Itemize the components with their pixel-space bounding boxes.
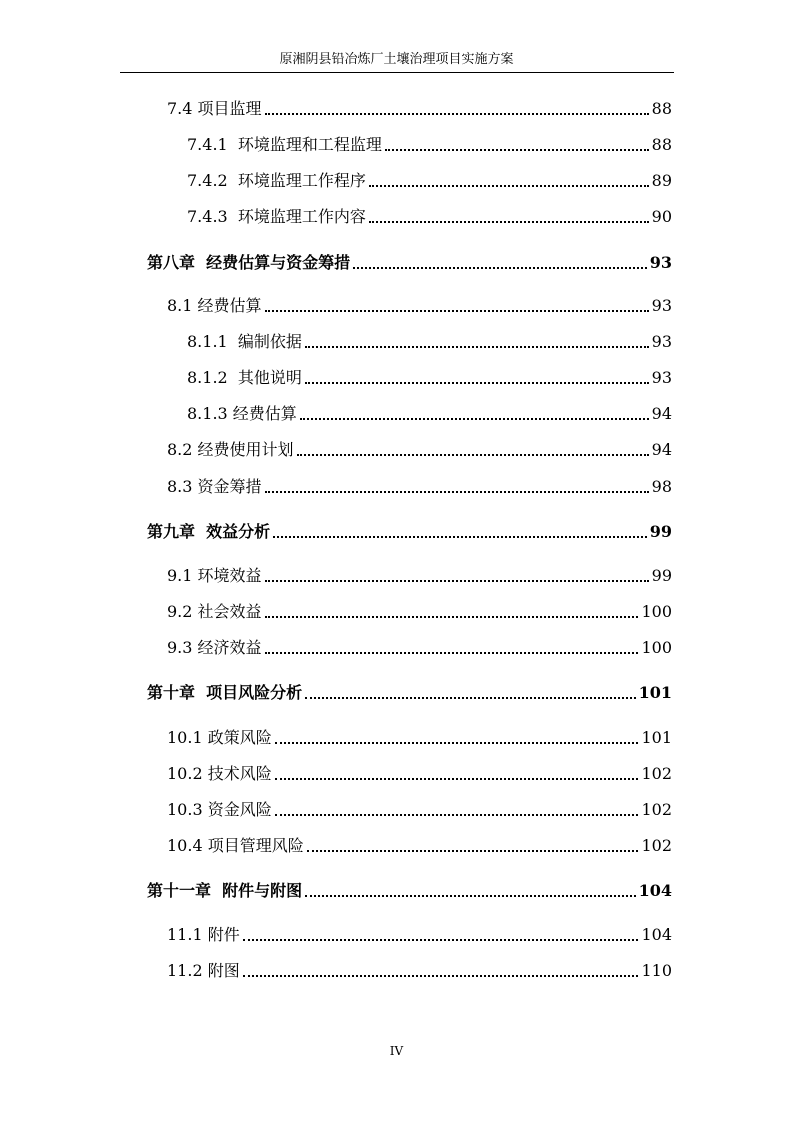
toc-entry-label: 第九章 效益分析 <box>147 522 271 541</box>
toc-entry-page: 93 <box>651 332 672 351</box>
toc-entry-page: 100 <box>641 638 672 657</box>
toc-leader-dots <box>297 454 649 456</box>
toc-leader-dots <box>265 580 649 582</box>
toc-entry-label: 8.1.2 其他说明 <box>187 368 302 387</box>
toc-leader-dots <box>265 616 639 618</box>
toc-entry-label: 第十一章 附件与附图 <box>147 881 303 900</box>
toc-entry-page: 89 <box>651 171 672 190</box>
toc-leader-dots <box>307 850 639 852</box>
header-divider <box>120 72 674 73</box>
toc-entry-label: 8.1.1 编制依据 <box>187 332 302 351</box>
toc-leader-dots <box>305 697 635 699</box>
toc-entry-page: 102 <box>641 764 672 783</box>
toc-entry-label: 9.2 社会效益 <box>167 602 262 621</box>
toc-entry[interactable] <box>167 960 672 982</box>
toc-chapter-entry[interactable] <box>147 682 672 704</box>
toc-entry-label: 11.1 附件 <box>167 925 240 944</box>
toc-entry-label: 7.4.1 环境监理和工程监理 <box>187 135 382 154</box>
toc-leader-dots <box>369 221 649 223</box>
toc-entry[interactable] <box>167 835 672 857</box>
toc-leader-dots <box>275 742 639 744</box>
toc-entry-page: 94 <box>651 440 672 459</box>
toc-entry-page: 101 <box>641 728 672 747</box>
toc-entry[interactable] <box>167 799 672 821</box>
toc-entry[interactable] <box>167 601 672 623</box>
toc-leader-dots <box>243 939 639 941</box>
toc-entry-page: 102 <box>641 800 672 819</box>
toc-entry-page: 98 <box>651 477 672 496</box>
toc-entry-page: 93 <box>651 296 672 315</box>
toc-entry[interactable] <box>167 476 672 498</box>
toc-leader-dots <box>385 149 649 151</box>
toc-entry[interactable] <box>187 367 672 389</box>
toc-entry[interactable] <box>167 924 672 946</box>
toc-entry[interactable] <box>167 98 672 120</box>
toc-entry-label: 9.1 环境效益 <box>167 566 262 585</box>
toc-leader-dots <box>305 346 649 348</box>
toc-entry-label: 10.1 政策风险 <box>167 728 272 747</box>
toc-entry-label: 9.3 经济效益 <box>167 638 262 657</box>
toc-entry[interactable] <box>167 439 672 461</box>
page-number: IV <box>389 1044 404 1058</box>
toc-leader-dots <box>305 382 649 384</box>
toc-leader-dots <box>305 895 635 897</box>
toc-entry-page: 101 <box>638 683 672 702</box>
toc-entry-page: 110 <box>641 961 672 980</box>
toc-leader-dots <box>265 652 639 654</box>
toc-leader-dots <box>300 418 649 420</box>
toc-entry-page: 88 <box>651 99 672 118</box>
toc-leader-dots <box>275 778 639 780</box>
toc-entry-label: 7.4.2 环境监理工作程序 <box>187 171 366 190</box>
toc-entry[interactable] <box>187 170 672 192</box>
toc-entry-label: 7.4.3 环境监理工作内容 <box>187 207 366 226</box>
toc-entry-page: 104 <box>638 881 672 900</box>
toc-entry-label: 10.3 资金风险 <box>167 800 272 819</box>
toc-entry-label: 10.4 项目管理风险 <box>167 836 304 855</box>
toc-chapter-entry[interactable] <box>147 521 672 543</box>
toc-entry[interactable] <box>167 637 672 659</box>
toc-leader-dots <box>265 310 649 312</box>
toc-chapter-entry[interactable] <box>147 252 672 274</box>
toc-entry[interactable] <box>167 727 672 749</box>
toc-leader-dots <box>273 536 647 538</box>
toc-entry[interactable] <box>167 565 672 587</box>
toc-entry[interactable] <box>187 206 672 228</box>
toc-entry-label: 8.1 经费估算 <box>167 296 262 315</box>
toc-entry-page: 94 <box>651 404 672 423</box>
toc-leader-dots <box>243 975 639 977</box>
toc-entry-page: 93 <box>649 253 672 272</box>
running-header: 原湘阴县铅冶炼厂土壤治理项目实施方案 <box>279 52 514 67</box>
toc-entry[interactable] <box>187 403 672 425</box>
toc-entry-label: 8.2 经费使用计划 <box>167 440 294 459</box>
toc-entry[interactable] <box>167 295 672 317</box>
toc-entry-page: 102 <box>641 836 672 855</box>
toc-entry-label: 8.3 资金筹措 <box>167 477 262 496</box>
toc-entry[interactable] <box>167 763 672 785</box>
toc-entry-label: 10.2 技术风险 <box>167 764 272 783</box>
toc-leader-dots <box>369 185 649 187</box>
toc-leader-dots <box>353 267 647 269</box>
toc-entry-label: 第八章 经费估算与资金筹措 <box>147 253 351 272</box>
toc-entry-page: 99 <box>649 522 672 541</box>
toc-entry-page: 90 <box>651 207 672 226</box>
toc-entry-page: 100 <box>641 602 672 621</box>
toc-chapter-entry[interactable] <box>147 880 672 902</box>
toc-entry-label: 11.2 附图 <box>167 961 240 980</box>
toc-leader-dots <box>265 113 649 115</box>
toc-entry[interactable] <box>187 134 672 156</box>
toc-entry-label: 7.4 项目监理 <box>167 99 262 118</box>
toc-leader-dots <box>275 814 639 816</box>
toc-entry[interactable] <box>187 331 672 353</box>
toc-leader-dots <box>265 491 649 493</box>
toc-entry-page: 99 <box>651 566 672 585</box>
toc-entry-label: 第十章 项目风险分析 <box>147 683 303 702</box>
toc-entry-page: 93 <box>651 368 672 387</box>
toc-entry-page: 104 <box>641 925 672 944</box>
toc-entry-label: 8.1.3 经费估算 <box>187 404 297 423</box>
toc-entry-page: 88 <box>651 135 672 154</box>
